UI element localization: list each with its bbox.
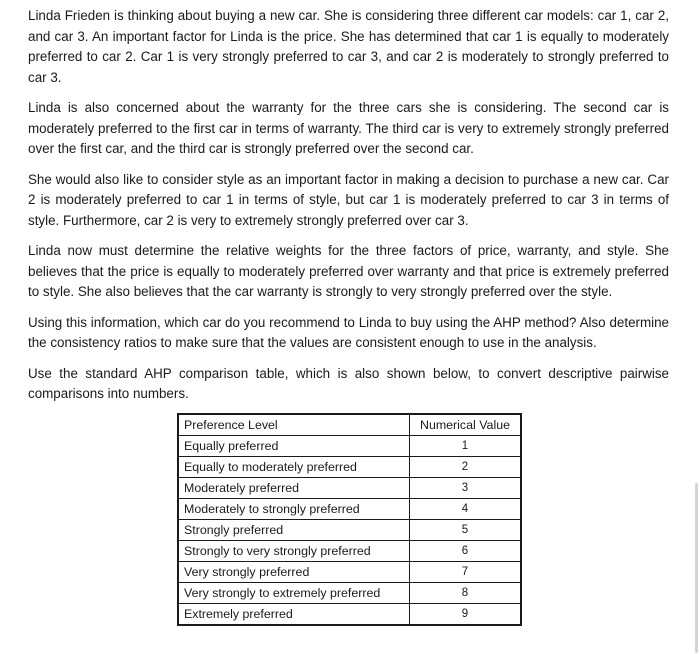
table-row	[178, 562, 521, 583]
numerical-value-cell: 9	[410, 604, 522, 626]
numerical-value-cell: 6	[410, 541, 522, 562]
preference-level-cell: Moderately to strongly preferred	[178, 499, 410, 520]
paragraph-question: Using this information, which car do you recommend to Linda to buy using the AHP method? Also determine the consistency ratios to make sure that the values are consistent enough to use in the analysis.	[28, 314, 669, 350]
numerical-value-cell: 7	[410, 562, 522, 583]
preference-level-cell: Equally preferred	[178, 436, 410, 457]
table-header-row	[178, 414, 521, 436]
table-row	[178, 436, 521, 457]
table-row	[178, 541, 521, 562]
numerical-value-cell: 5	[410, 520, 522, 541]
ahp-comparison-table	[177, 413, 522, 626]
table-row	[178, 499, 521, 520]
table-row	[178, 520, 521, 541]
preference-level-cell: Strongly preferred	[178, 520, 410, 541]
preference-level-cell: Extremely preferred	[178, 604, 410, 626]
paragraph-style: She would also like to consider style as an important factor in making a decision to purchase a new car. Car 2 is moderately preferred to car 1 in terms of style, but car 1 is moderately preferred to car 3 in terms of style. Furthermore, car 2 is very to extremely strongly preferred over car 3.	[28, 171, 669, 228]
paragraph-warranty: Linda is also concerned about the warranty for the three cars she is considering. The second car is moderately preferred to the first car in terms of warranty. The third car is very to extremely strongly preferred over the first car, and the third car is strongly preferred over the second car.	[28, 100, 669, 156]
table-row	[178, 604, 521, 626]
preference-level-cell: Strongly to very strongly preferred	[178, 541, 410, 562]
numerical-value-cell: 1	[410, 436, 522, 457]
header-numerical-value: Numerical Value	[410, 414, 522, 436]
table-row	[178, 457, 521, 478]
scrollbar-thumb[interactable]	[695, 483, 698, 653]
table-row	[178, 583, 521, 604]
preference-level-cell: Very strongly preferred	[178, 562, 410, 583]
preference-level-cell: Moderately preferred	[178, 478, 410, 499]
header-preference-level: Preference Level	[178, 414, 410, 436]
preference-level-cell: Equally to moderately preferred	[178, 457, 410, 478]
numerical-value-cell: 4	[410, 499, 522, 520]
numerical-value-cell: 3	[410, 478, 522, 499]
table-row	[178, 478, 521, 499]
paragraph-table-intro: Use the standard AHP comparison table, which is also shown below, to convert descriptive pairwise comparisons into numbers.	[28, 365, 669, 401]
numerical-value-cell: 8	[410, 583, 522, 604]
problem-text	[28, 6, 669, 415]
numerical-value-cell: 2	[410, 457, 522, 478]
preference-level-cell: Very strongly to extremely preferred	[178, 583, 410, 604]
paragraph-price: Linda Frieden is thinking about buying a new car. She is considering three different car models: car 1, car 2, and car 3. An important factor for Linda is the price. She has determined that car 1 is equally to moderately preferred to car 2. Car 1 is very strongly preferred to car 3, and car 2 is moderately to strongly preferred to car 3.	[28, 8, 669, 85]
paragraph-weights: Linda now must determine the relative weights for the three factors of price, warranty, and style. She believes that the price is equally to moderately preferred over warranty and that price is extremely preferred to style. She also believes that the car warranty is strongly to very strongly preferred over the style.	[28, 243, 669, 299]
